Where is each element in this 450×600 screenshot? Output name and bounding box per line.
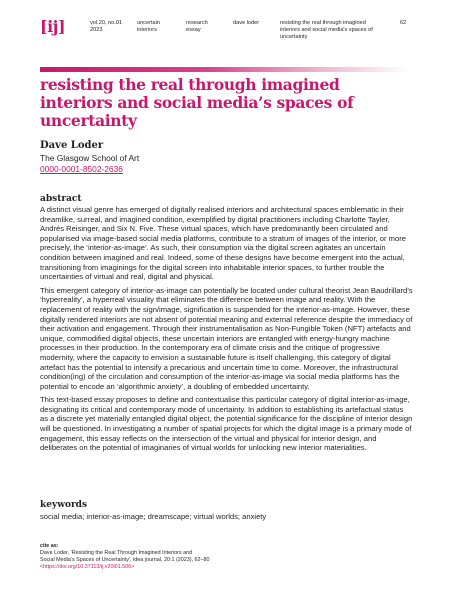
author-orcid-link[interactable]: 0000-0001-8502-2636 (40, 163, 123, 174)
article-title: resisting the real through imagined interiors and social media’s spaces of uncertainty (40, 75, 354, 130)
citation-line-1: Dave Loder, ‘Resisting the Real Through Imagined Interiors and (40, 550, 193, 556)
citation-block (40, 543, 240, 571)
header-gradient-rule (40, 67, 410, 72)
header-volume-issue: vol.20, no.01 (90, 20, 123, 26)
header-type-line-1: research (186, 20, 208, 26)
page-number: 62 (400, 20, 407, 26)
header-author: dave loder (233, 20, 260, 26)
header-year: 2023 (90, 27, 103, 33)
header-section (137, 20, 177, 34)
header-article-type (186, 20, 226, 34)
abstract-body (40, 205, 413, 457)
header-running-title: resisting the real through imagined interiors and social media's spaces of uncertainty (280, 20, 373, 40)
author-block (40, 140, 400, 174)
citation-doi-link[interactable]: <https://doi.org/10.37113/ij.v20i01.506> (40, 564, 135, 570)
abstract-paragraph: This text-based essay proposes to define and contextualise this particular category of digital interior-as-image, designating its critical and contemporary mode of uncertainty. In addition to establishing its artefactual status as a discrete yet materially entangled digital object, the potential significance for the discipline of interior design will be questioned. In investigating a number of spatial projects for which the digital image is a primary mode of engagement, this essay reflects on the intersection of the virtual and physical for interior design, and deliberates on the potential of imaginaries of virtual worlds for unlocking new interior materialities. (40, 395, 413, 453)
keywords-heading: keywords (40, 500, 88, 510)
header-volume (90, 20, 130, 34)
header-type-line-2: essay (186, 27, 201, 33)
author-institution: The Glasgow School of Art (40, 153, 140, 163)
citation-line-2: Social Media’s Spaces of Uncertainty’, idea journal, 20:1 (2023), 62–80 (40, 557, 210, 563)
keywords-list: social media; interior-as-image; dreamscape; virtual worlds; anxiety (40, 512, 267, 521)
header-section-line-1: uncertain (137, 20, 161, 26)
abstract-paragraph: A distinct visual genre has emerged of digitally realised interiors and architectural spaces emblematic in their dreamlike, surreal, and imagined condition, exemplified by digital practitioners including Charlotte Tayler, Andrés Reisinger, and Six N. Five. These virtual spaces, which have predominantly been circulated and popularised via image-based social media platforms, contribute to a stratum of images of the interior, or more precisely, the ‘interior-as-image’. As such, their consumption via the digital screen agitates an uncertain condition between imagined and real. Indeed, some of these designs have become emergent into the actual, transitioning from imaginings for the digital screen into inhabitable interior spaces, to further trouble the uncertainties of virtual and real, digital and physical. (40, 205, 406, 282)
journal-logo: [ij] (40, 17, 66, 36)
abstract-heading: abstract (40, 194, 82, 204)
header-section-line-2: interiors (137, 27, 157, 33)
citation-label: cite as: (40, 543, 59, 549)
author-name: Dave Loder (40, 140, 104, 151)
abstract-paragraph: This emergent category of interior-as-image can potentially be located under cultural theorist Jean Baudrillard’s ‘hyperreality’, a hyperreal visuality that eliminates the difference between image and reality. With the replacement of reality with the sign/image, signification is suspended for the interior-as-image. However, these digitally rendered interiors are not absent of potential meaning and external reference despite the immediacy of their activation and engagement. Through their instrumentalisation as Non-Fungible Token (NFT) artefacts and unique, commodified digital objects, these uncertain interiors are entangled with energy-hungry machine processes in their production. In the contemporary era of climate crisis and the critique of progressive modernity, where the capacity to envision a sustainable future is itself challenging, this category of digital artefact has the potential to intensify a precarious and uncertain time to come. Moreover, the infrastructural condition(ing) of the circulation and consumption of the interior-as-image via social media platforms has the potential to encode an ‘algorithmic anxiety’, a doubling of embedded uncertainty. (40, 285, 413, 391)
